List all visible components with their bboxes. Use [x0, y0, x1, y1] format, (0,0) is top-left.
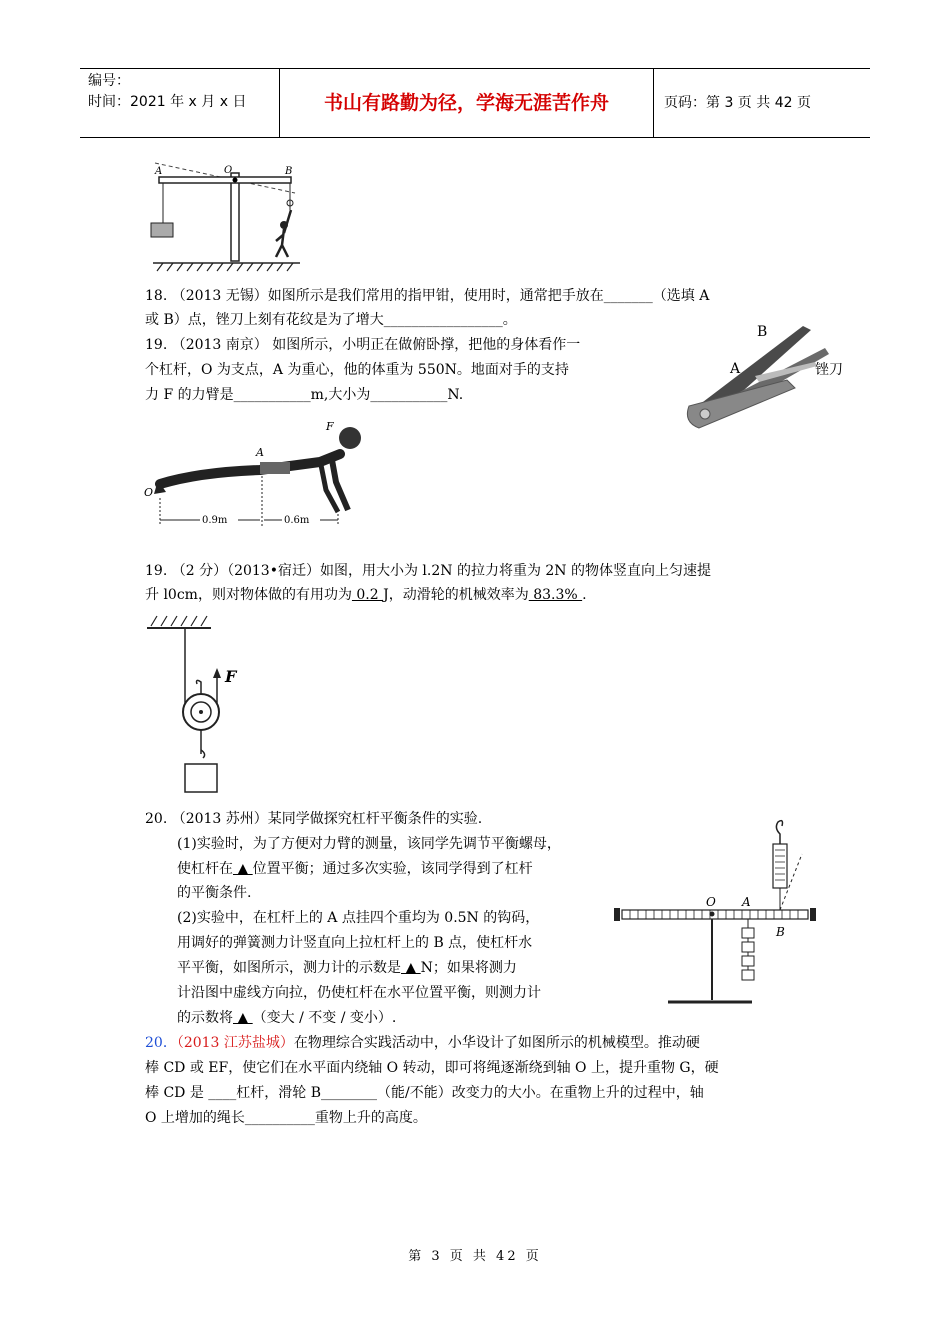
q20b-line2: 棒 CD 或 EF，使它们在水平面内绕轴 O 转动，即可将绳逐渐绕到轴 O 上，提升重物 G，硬	[145, 1060, 719, 1076]
q19a-line3: 力 F 的力臂是___________m,大小为___________N.	[145, 387, 464, 403]
q19b-line2: 升 l0cm，则对物体做的有用功为 0.2 J，动滑轮的机械效率为 83.3% .	[145, 587, 587, 603]
page-header	[80, 68, 870, 138]
q20a-blank-3: ▲	[233, 1010, 253, 1026]
header-page-info: 页码：第 3 页 共 42 页	[664, 95, 811, 111]
header-time-label: 时间：2021 年 x 月 x 日	[88, 94, 247, 110]
lever-label-b: B	[776, 925, 785, 939]
crane-label-o: O	[224, 165, 233, 176]
q20b-line3: 棒 CD 是 ____杠杆，滑轮 B________（能/不能）改变力的大小。在重物上升的过程中，轴	[145, 1085, 704, 1101]
q19b-line1: 19. （2 分）（2013•宿迁）如图，用大小为 l.2N 的拉力将重为 2N 的物体竖直向上匀速提	[145, 563, 712, 579]
header-motto: 书山有路勤为径，学海无涯苦作舟	[280, 69, 654, 137]
pushup-label-f: F	[326, 420, 334, 433]
crane-label-a: A	[155, 166, 163, 177]
pushup-dim-2: 0.6m	[284, 515, 310, 526]
q20a-line5: (2)实验中，在杠杆上的 A 点挂四个重均为 0.5N 的钩码，	[177, 910, 540, 926]
clipper-label-b: B	[757, 324, 768, 340]
page-footer: 第 3 页 共 42 页	[408, 1249, 542, 1264]
header-meta	[80, 69, 280, 137]
clipper-label-file: 锉刀	[815, 362, 843, 378]
q20a-line7: 平平衡，如图所示，测力计的示数是 ▲ N；如果将测力	[177, 960, 517, 976]
figure-pushup	[140, 410, 370, 535]
lever-label-o: O	[706, 895, 716, 909]
pushup-label-o: O	[144, 486, 154, 499]
q18-line1: 18. （2013 无锡）如图所示是我们常用的指甲钳，使用时，通常把手放在_______（选填 A	[145, 288, 710, 304]
q20a-line9: 的示数将 ▲ （变大 / 不变 / 变小）.	[177, 1010, 397, 1026]
figure-lever-balance	[612, 814, 817, 1014]
q20a-blank-2: ▲	[401, 960, 421, 976]
q19a-line1: 19. （2013 南京） 如图所示，小明正在做俯卧撑，把他的身体看作一	[145, 337, 581, 353]
pushup-label-a: A	[256, 446, 264, 459]
q20b-source: （2013 江苏盐城）	[176, 1035, 294, 1051]
pushup-dim-1: 0.9m	[202, 515, 228, 526]
crane-label-b: B	[285, 166, 293, 177]
q20a-line6: 用调好的弹簧测力计竖直向上拉杠杆上的 B 点，使杠杆水	[177, 935, 533, 951]
figure-pulley	[145, 614, 255, 796]
q19b-answer-efficiency: 83.3%	[528, 587, 583, 603]
q20a-line3: 使杠杆在 ▲ 位置平衡；通过多次实验，该同学得到了杠杆	[177, 861, 533, 877]
q19a-line2: 个杠杆，O 为支点，A 为重心，他的体重为 550N。地面对手的支持	[145, 362, 569, 378]
pulley-label-f: F	[225, 667, 237, 686]
q20b-number: 20．	[145, 1035, 177, 1051]
figure-crane-lever	[145, 155, 305, 273]
header-code-label: 编号：	[88, 73, 130, 89]
q20a-blank-1: ▲	[233, 861, 253, 877]
clipper-label-a: A	[730, 361, 741, 377]
q20b-line4: O 上增加的绳长__________重物上升的高度。	[145, 1110, 427, 1126]
q20a-line1: 20. （2013 苏州）某同学做探究杠杆平衡条件的实验.	[145, 811, 483, 827]
lever-label-a: A	[742, 895, 751, 909]
q18-line2: 或 B）点，锉刀上刻有花纹是为了增大_________________。	[145, 312, 517, 328]
q19b-answer-work: 0.2	[351, 587, 384, 603]
q20b-line1: 20．（2013 江苏盐城）在物理综合实践活动中，小华设计了如图所示的机械模型。推动硬	[145, 1035, 700, 1051]
figure-nail-clipper	[675, 318, 860, 440]
q20a-line4: 的平衡条件.	[177, 885, 252, 901]
q20a-line2: (1)实验时，为了方便对力臂的测量，该同学先调节平衡螺母，	[177, 836, 561, 852]
q20a-line8: 计沿图中虚线方向拉，仍使杠杆在水平位置平衡，则测力计	[177, 985, 541, 1001]
